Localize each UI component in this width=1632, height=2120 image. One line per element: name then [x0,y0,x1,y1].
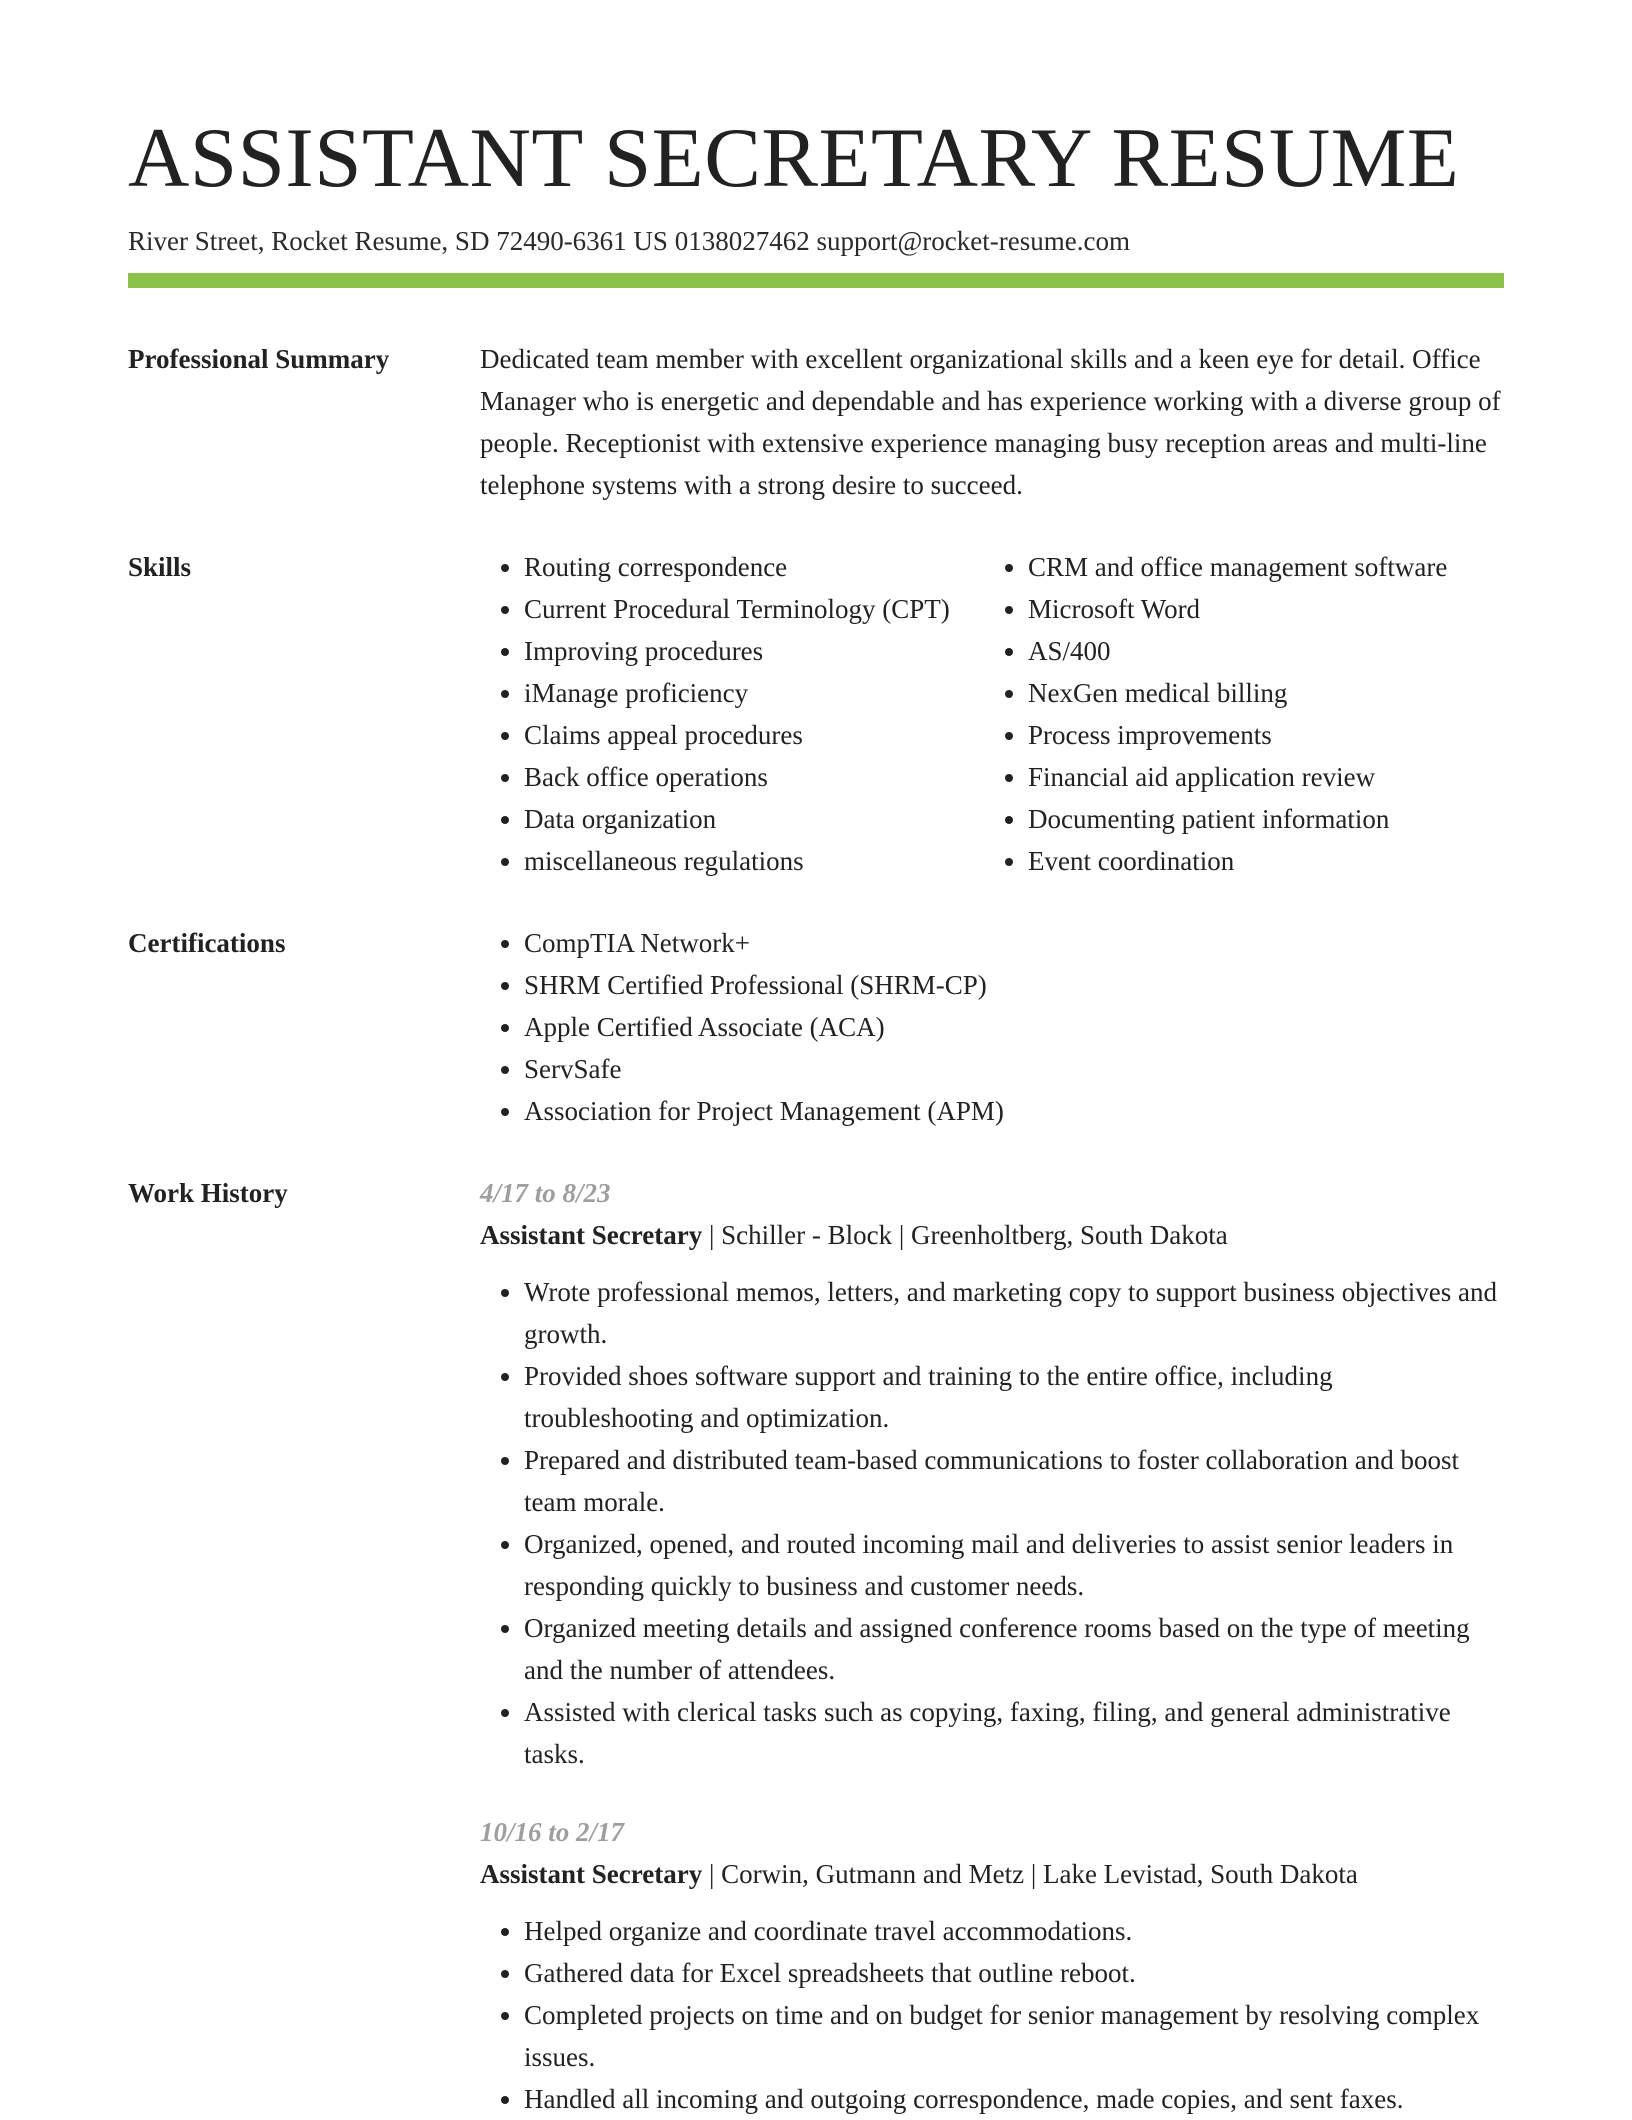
section-title: Professional Summary [128,343,390,374]
skills-list-right [984,546,1447,882]
certification-item: • Association for Project Management (APM) [524,1090,1504,1132]
skill-item: • iManage proficiency [524,672,984,714]
skill-item: • Process improvements [1028,714,1447,756]
certification-item: • ServSafe [524,1048,1504,1090]
certifications-section [128,922,1504,1132]
job-entry [480,1172,1504,1775]
resume-title: ASSISTANT SECRETARY RESUME [128,111,1460,205]
job-bullet: • Handled all incoming and outgoing correspondence, made copies, and sent faxes. [524,2078,1504,2120]
skills-body [480,546,1504,882]
job-bullet: • Gathered data for Excel spreadsheets that outline reboot. [524,1952,1504,1994]
skill-item: • Back office operations [524,756,984,798]
skill-item: • Routing correspondence [524,546,984,588]
skill-item: • NexGen medical billing [1028,672,1447,714]
skill-item: • Claims appeal procedures [524,714,984,756]
section-title: Skills [128,551,192,582]
skill-item: • miscellaneous regulations [524,840,984,882]
section-title: Certifications [128,927,286,958]
skill-item: • Current Procedural Terminology (CPT) [524,588,984,630]
certifications-list [480,922,1504,1132]
skill-item: • AS/400 [1028,630,1447,672]
job-bullet: • Prepared and distributed team-based communications to foster collaboration and boost team morale. [524,1439,1504,1523]
skill-item: • Financial aid application review [1028,756,1447,798]
section-title: Work History [128,1177,288,1208]
certification-item: • CompTIA Network+ [524,922,1504,964]
skill-item: • Documenting patient information [1028,798,1447,840]
job-bullet: • Wrote professional memos, letters, and marketing copy to support business objectives and growth. [524,1271,1504,1355]
skill-item: • CRM and office management software [1028,546,1447,588]
job-bullet: • Assisted with clerical tasks such as copying, faxing, filing, and general administrative tasks. [524,1691,1504,1775]
job-bullet: • Helped organize and coordinate travel accommodations. [524,1910,1504,1952]
job-entry [480,1811,1504,2120]
job-dates: 4/17 to 8/23 [480,1177,611,1208]
contact-line: River Street, Rocket Resume, SD 72490-6361 US 0138027462 support@rocket-resume.com [128,225,1130,256]
skill-item: • Improving procedures [524,630,984,672]
summary-section [128,338,1504,506]
job-role-line [480,1853,1504,1895]
job-bullet: • Organized, opened, and routed incoming mail and deliveries to assist senior leaders in responding quickly to business and customer needs. [524,1523,1504,1607]
job-details: | Corwin, Gutmann and Metz | Lake Levistad, South Dakota [702,1858,1358,1889]
job-bullets [480,1271,1504,1775]
summary-text: Dedicated team member with excellent organizational skills and a keen eye for detail. Office Manager who is energetic and dependable and has experience working with a diverse group of people. Receptionist with extensive experience managing busy reception areas and multi-line telephone systems with a strong desire to succeed. [480,343,1501,500]
job-details: | Schiller - Block | Greenholtberg, South Dakota [702,1219,1228,1250]
job-dates: 10/16 to 2/17 [480,1816,625,1847]
skills-section [128,546,1504,882]
skills-columns [480,546,1504,882]
work-history-section [128,1172,1504,2120]
job-role-line [480,1214,1504,1256]
skill-item: • Data organization [524,798,984,840]
skills-list-left [480,546,984,882]
certifications-body [480,922,1504,1132]
job-role: Assistant Secretary [480,1219,703,1250]
certification-item: • Apple Certified Associate (ACA) [524,1006,1504,1048]
skill-item: • Event coordination [1028,840,1447,882]
summary-body [480,338,1504,506]
work-history-body [480,1172,1504,2120]
header-divider [128,273,1504,288]
job-bullet: • Completed projects on time and on budget for senior management by resolving complex issues. [524,1994,1504,2078]
job-bullets [480,1910,1504,2120]
certification-item: • SHRM Certified Professional (SHRM-CP) [524,964,1504,1006]
job-role: Assistant Secretary [480,1858,703,1889]
job-bullet: • Provided shoes software support and training to the entire office, including troubleshooting and optimization. [524,1355,1504,1439]
skill-item: • Microsoft Word [1028,588,1447,630]
job-bullet: • Organized meeting details and assigned conference rooms based on the type of meeting and the number of attendees. [524,1607,1504,1691]
